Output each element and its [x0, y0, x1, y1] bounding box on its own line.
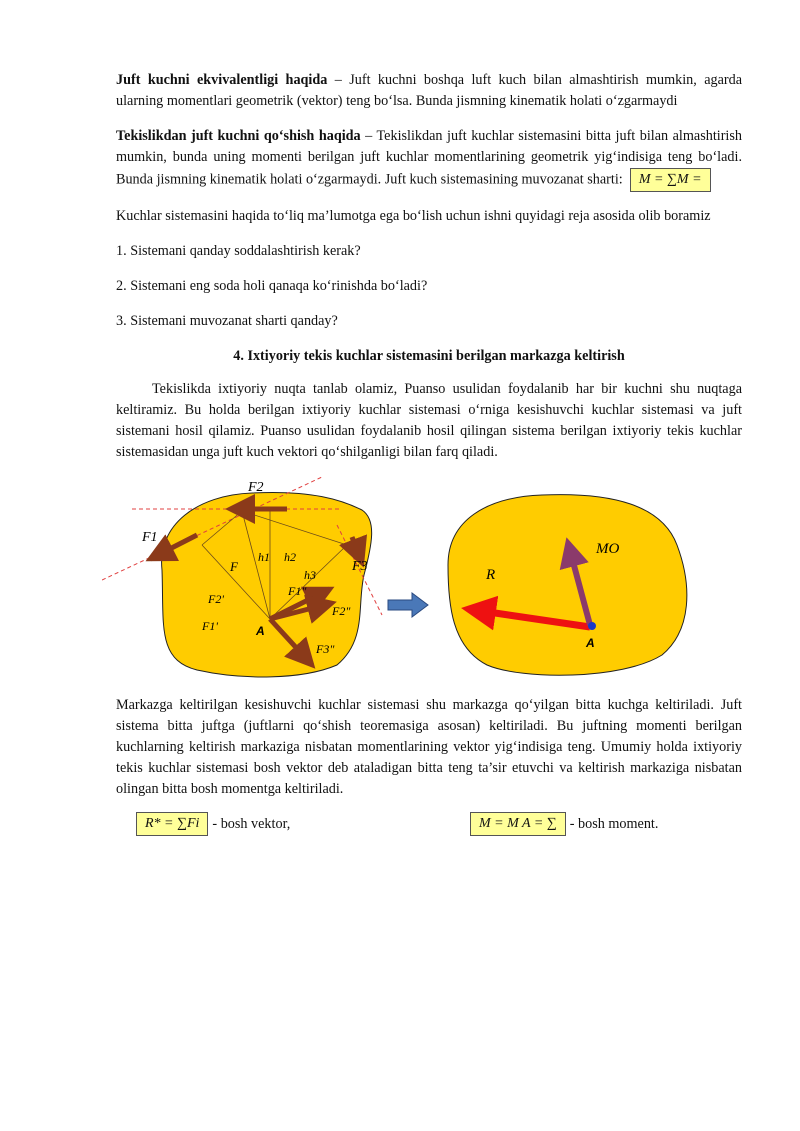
label-h1: h1: [258, 550, 270, 564]
figure-svg: [102, 475, 742, 695]
label-a-right: A: [586, 636, 595, 650]
section-heading: 4. Ixtiyoriy tekis kuchlar sistemasini berilgan markazga keltirish: [233, 348, 625, 364]
list-item: 2. Sistemani eng soda holi qanaqa ko‘rinishda bo‘ladi?: [116, 278, 428, 294]
point-a-dot: [588, 622, 596, 630]
paragraph-method: Tekislikda ixtiyoriy nuqta tanlab olamiz, Puanso usulidan foydalanib har bir kuchni shu nuqtaga keltiramiz. Bu holda berilgan ixtiyoriy kuchlar sistemasi o‘rniga kesishuvchi kuchlar sistemasi va juft sistemani hosil qilamiz. Puanso usulidan foydalanib hosil qilingan sistema berilgan ixtiyoriy tekis kuchlar sistemasidan unga juft kuch vektori qo‘shilganligi bilan farq qiladi.: [116, 381, 742, 460]
paragraph-text: – Tekislikdan juft kuchlar sistemasini bitta juft bilan almashtirish mumkin, bunda uning momenti berilgan juft kuchlar momentlarining geometrik yig‘indisiga teng bo‘ladi. Bunda jismning kinematik holati o‘zgarmaydi. Juft kuch sistemasining muvozanat sharti:: [116, 128, 742, 188]
equilibrium-formula: M = ∑M =: [630, 168, 711, 192]
label-fm: F: [230, 559, 238, 574]
label-f2: F2: [248, 480, 264, 495]
paragraph-title: Juft kuchni ekvivalentligi haqida: [116, 72, 328, 88]
label-h2: h2: [284, 550, 296, 564]
main-moment-formula: [470, 812, 658, 836]
label-f1pp: F1": [288, 584, 307, 598]
paragraph-plan: Kuchlar sistemasini haqida to‘liq ma’lumotga ega bo‘lish uchun ishni quyidagi reja asosida olib boramiz: [116, 208, 711, 224]
force-reduction-figure: [102, 475, 742, 695]
label-f2pp: F2": [332, 604, 351, 618]
paragraph-equivalence: [116, 70, 742, 112]
paragraph-addition: [116, 126, 742, 192]
label-f2p: F2': [208, 592, 224, 606]
main-formulas-row: [116, 810, 742, 844]
label-f3pp: F3": [316, 642, 335, 656]
transition-arrow: [388, 593, 428, 617]
list-item: 3. Sistemani muvozanat sharti qanday?: [116, 313, 338, 329]
label-r: R: [486, 567, 496, 583]
document-page: [116, 70, 742, 844]
paragraph-title: Tekislikdan juft kuchni qo‘shish haqida: [116, 128, 361, 144]
label-f3: F3: [352, 559, 368, 574]
paragraph-reduction: Markazga keltirilgan kesishuvchi kuchlar sistemasi shu markazga qo‘yilgan bitta kuchga keltiriladi. Juft sistema bitta juftga (juftlarni qo‘shish teoremasiga asosan) keltiriladi. Bu juftning momenti berilgan kuchlarning keltirish markaziga nisbatan momentlarining vektor yig‘indisiga teng. Umumiy holda ixtiyoriy tekis kuchlar sistemasi bosh vektor deb ataladigan bitta teng ta’sir etuvchi va keltirish markaziga nisbatan olingan bitta bosh momentga keltiriladi.: [116, 697, 742, 797]
label-point-a: A: [256, 624, 265, 638]
main-vector-label: - bosh vektor,: [212, 815, 291, 832]
main-vector-expr: R* = ∑Fi: [136, 812, 208, 836]
left-body-shape: [162, 492, 372, 677]
label-f1p: F1': [202, 619, 218, 633]
main-vector-formula: [136, 812, 290, 836]
label-mo: MO: [596, 541, 620, 557]
main-moment-label: - bosh moment.: [569, 815, 659, 832]
label-f1: F1: [142, 530, 158, 545]
right-body-shape: [448, 495, 687, 676]
list-item: 1. Sistemani qanday soddalashtirish kerak?: [116, 243, 361, 259]
main-moment-expr: M = M A = ∑: [470, 812, 566, 836]
paragraph-text: – Juft kuchni boshqa luft kuch bilan almashtirish mumkin, agarda ularning momentlari geometrik (vektor) teng bo‘lsa. Bunda jismning kinematik holati o‘zgarmaydi: [116, 72, 743, 109]
label-h3: h3: [304, 568, 316, 582]
